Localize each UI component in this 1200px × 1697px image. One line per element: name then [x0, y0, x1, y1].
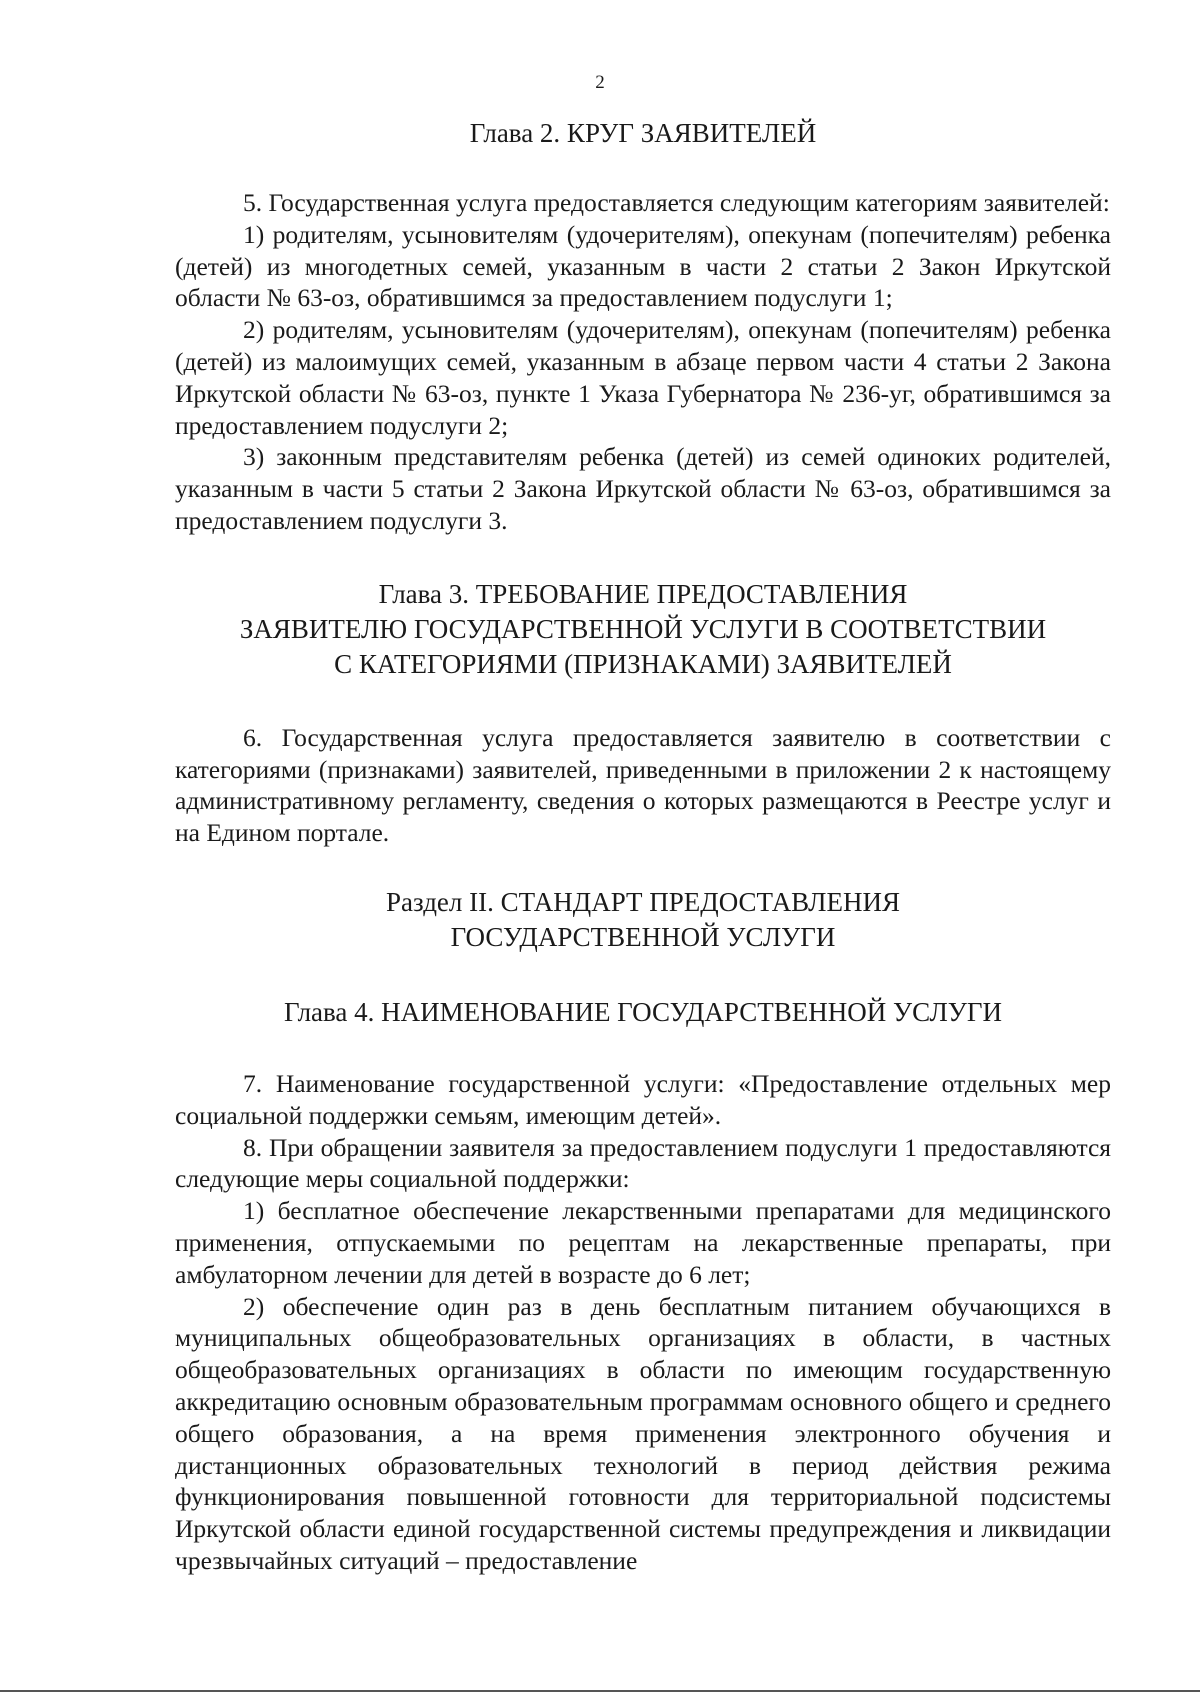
page-bottom-edge [0, 1690, 1200, 1692]
paragraph-5-item-3: 3) законным представителям ребенка (детей) из семей одиноких родителей, указанным в части 5 статьи 2 Закона Иркутской области № 63-оз, обратившимся за предоставлением подуслуги 3. [175, 442, 1111, 535]
page-number: 2 [595, 72, 605, 93]
section-2-heading-line-2: ГОСУДАРСТВЕННОЙ УСЛУГИ [450, 921, 836, 952]
section-2-heading-line-1: Раздел II. СТАНДАРТ ПРЕДОСТАВЛЕНИЯ [386, 886, 900, 917]
paragraph-8-item-2: 2) обеспечение один раз в день бесплатным питанием обучающихся в муниципальных общеобразовательных организациях в области, в частных общеобразовательных организациях в области по имеющим государственную аккредитацию основным образовательным программам основного общего и среднего общего образования, а на время применения электронного обучения и дистанционных образовательных технологий в период действия режима функционирования повышенной готовности для территориальной подсистемы Иркутской области единой государственной системы предупреждения и ликвидации чрезвычайных ситуаций – предоставление [175, 1291, 1111, 1575]
chapter-3-heading-line-1: Глава 3. ТРЕБОВАНИЕ ПРЕДОСТАВЛЕНИЯ [378, 578, 908, 609]
chapter-2-heading-text: Глава 2. КРУГ ЗАЯВИТЕЛЕЙ [469, 118, 817, 148]
paragraph-6: 6. Государственная услуга предоставляется заявителю в соответствии с категориями (признаками) заявителей, приведенными в приложении 2 к настоящему административному регламенту, сведения о которых размещаются в Реестре услуг и на Едином портале. [175, 722, 1111, 848]
paragraph-5-item-2: 2) родителям, усыновителям (удочерителям), опекунам (попечителям) ребенка (детей) из малоимущих семей, указанным в абзаце первом части 4 статьи 2 Закона Иркутской области № 63-оз, пункте 1 Указа Губернатора № 236-уг, обратившимся за предоставлением подуслуги 2; [175, 315, 1111, 440]
chapter-4-heading [175, 995, 1111, 1030]
chapter-3-heading [175, 577, 1111, 682]
chapter-3-heading-line-2: ЗАЯВИТЕЛЮ ГОСУДАРСТВЕННОЙ УСЛУГИ В СООТВЕТСТВИИ [239, 613, 1047, 644]
paragraph-8-item-1: 1) бесплатное обеспечение лекарственными препаратами для медицинского применения, отпускаемыми по рецептам на лекарственные препараты, при амбулаторном лечении для детей в возрасте до 6 лет; [175, 1196, 1111, 1289]
chapter-4-heading-text: Глава 4. НАИМЕНОВАНИЕ ГОСУДАРСТВЕННОЙ УСЛУГИ [283, 996, 1002, 1027]
document-body [175, 116, 1111, 1577]
section-2-heading [175, 885, 1111, 955]
paragraph-5-item-1: 1) родителям, усыновителям (удочерителям), опекунам (попечителям) ребенка (детей) из многодетных семей, указанным в части 2 статьи 2 Закон Иркутской области № 63-оз, обратившимся за предоставлением подуслуги 1; [175, 219, 1111, 313]
chapter-2-heading [175, 116, 1111, 151]
paragraph-5: 5. Государственная услуга предоставляется следующим категориям заявителей: [243, 188, 1110, 217]
paragraph-7: 7. Наименование государственной услуги: «Предоставление отдельных мер социальной поддержки семьям, имеющим детей». [175, 1068, 1111, 1130]
chapter-3-heading-line-3: С КАТЕГОРИЯМИ (ПРИЗНАКАМИ) ЗАЯВИТЕЛЕЙ [334, 648, 952, 679]
paragraph-8: 8. При обращении заявителя за предоставлением подуслуги 1 предоставляются следующие меры социальной поддержки: [175, 1132, 1111, 1194]
